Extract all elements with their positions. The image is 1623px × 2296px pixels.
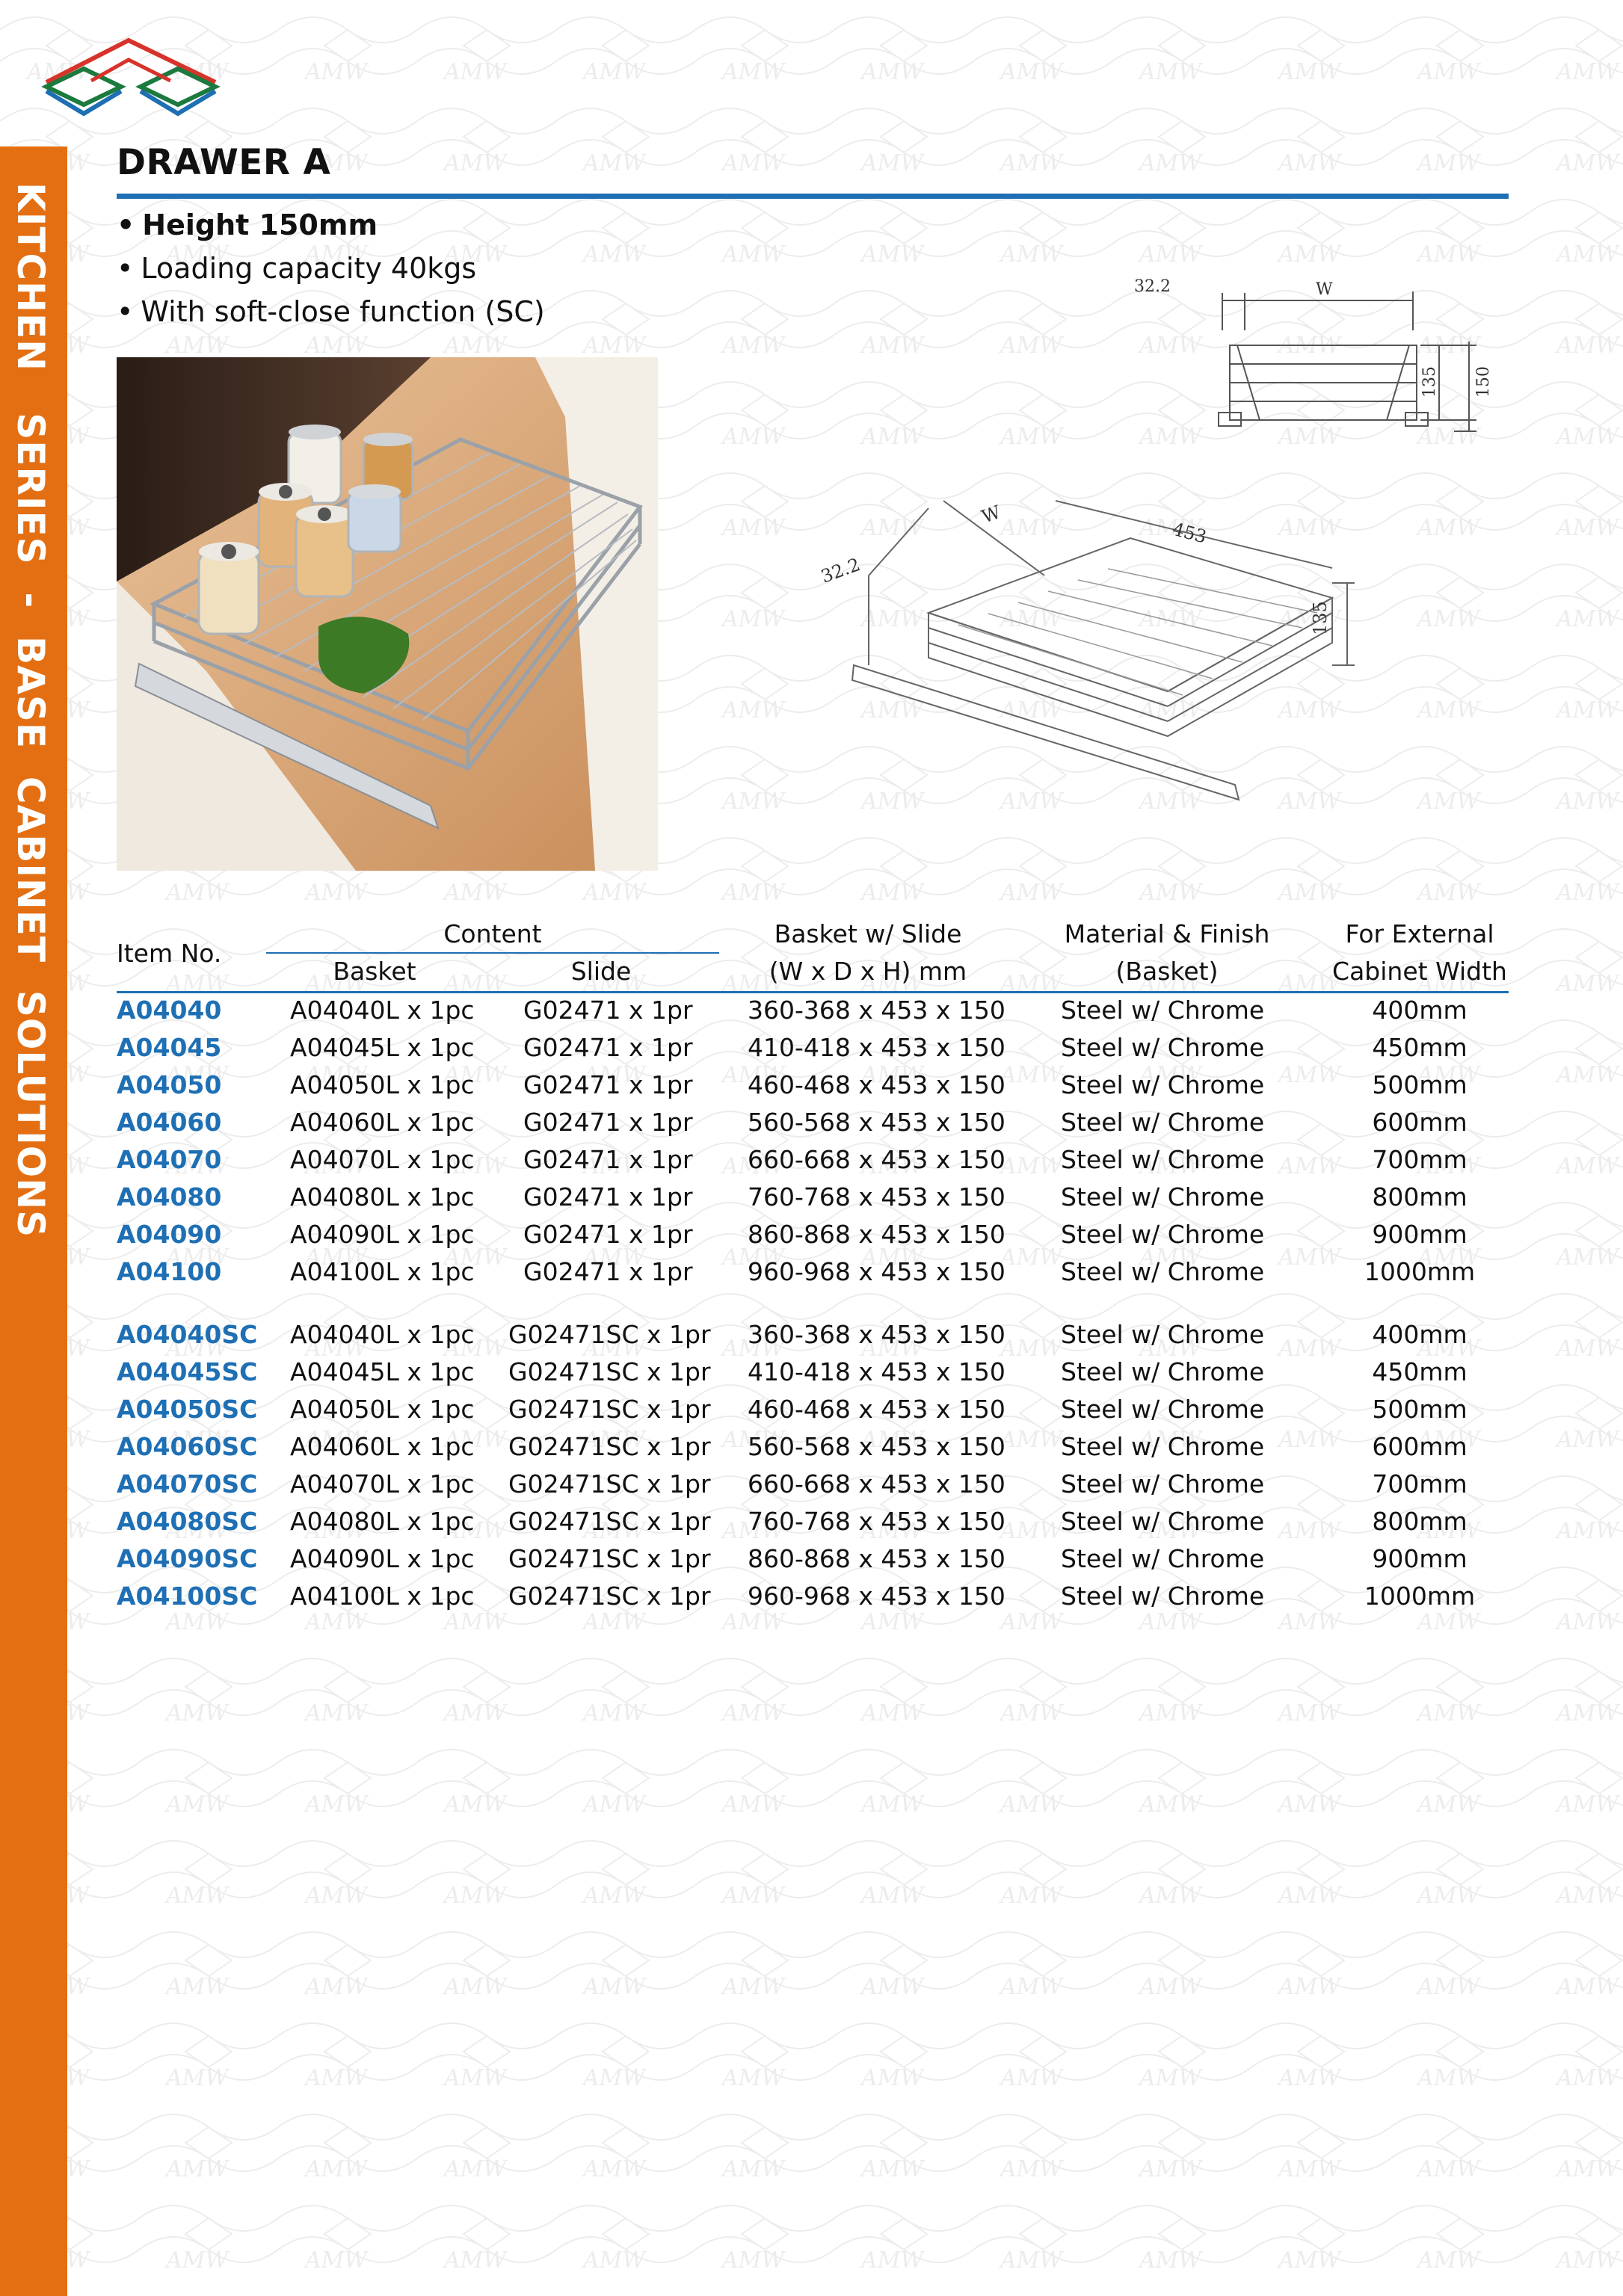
item-number: A04070SC	[117, 1469, 258, 1499]
basket-content: A04080L x 1pc	[290, 1507, 475, 1536]
spec-table	[117, 916, 1509, 1619]
item-number: A04040	[117, 996, 222, 1025]
item-number: A04100SC	[117, 1581, 258, 1611]
header-material-line1: Material & Finish	[1064, 919, 1270, 948]
basket-content: A04100L x 1pc	[290, 1257, 475, 1286]
material: Steel w/ Chrome	[1061, 1108, 1265, 1137]
basket-content: A04045L x 1pc	[290, 1033, 475, 1062]
dimension: 660-668 x 453 x 150	[748, 1469, 1005, 1499]
table-row	[117, 1070, 1509, 1108]
table-row-sc	[117, 1357, 1509, 1395]
title-underline	[117, 194, 1509, 199]
header-slide: Slide	[570, 957, 632, 986]
slide-content: G02471 x 1pr	[523, 1257, 693, 1286]
slide-content: G02471SC x 1pr	[508, 1395, 711, 1424]
table-row	[117, 1033, 1509, 1070]
slide-content: G02471SC x 1pr	[508, 1544, 711, 1573]
dimension: 410-418 x 453 x 150	[748, 1033, 1005, 1062]
material: Steel w/ Chrome	[1061, 1257, 1265, 1286]
material: Steel w/ Chrome	[1061, 1544, 1265, 1573]
item-number: A04080SC	[117, 1507, 258, 1536]
material: Steel w/ Chrome	[1061, 1581, 1265, 1611]
slide-content: G02471 x 1pr	[523, 1070, 693, 1099]
table-row	[117, 1145, 1509, 1182]
item-number: A04090	[117, 1220, 222, 1249]
item-number: A04050SC	[117, 1395, 258, 1424]
slide-content: G02471 x 1pr	[523, 996, 693, 1025]
cabinet-width: 1000mm	[1364, 1257, 1476, 1286]
slide-content: G02471 x 1pr	[523, 1145, 693, 1174]
table-row	[117, 1108, 1509, 1145]
cabinet-width: 700mm	[1372, 1469, 1468, 1499]
cabinet-width: 450mm	[1372, 1033, 1468, 1062]
table-row-sc	[117, 1320, 1509, 1357]
header-width-line1: For External	[1345, 919, 1494, 948]
dimension: 760-768 x 453 x 150	[748, 1182, 1005, 1212]
sidebar-category-label: KITCHEN SERIES - BASE CABINET SOLUTIONS	[9, 182, 52, 1238]
cabinet-width: 400mm	[1372, 1320, 1468, 1349]
dim-inner-height-label: 135	[1420, 366, 1439, 398]
material: Steel w/ Chrome	[1061, 1070, 1265, 1099]
cabinet-width: 500mm	[1372, 1395, 1468, 1424]
basket-content: A04045L x 1pc	[290, 1357, 475, 1386]
feature-capacity: • Loading capacity 40kgs	[117, 247, 545, 290]
material: Steel w/ Chrome	[1061, 1182, 1265, 1212]
dimension: 860-868 x 453 x 150	[748, 1544, 1005, 1573]
iso-dim-height-label: 135	[1310, 601, 1331, 635]
cabinet-width: 700mm	[1372, 1145, 1468, 1174]
basket-content: A04090L x 1pc	[290, 1544, 475, 1573]
cabinet-width: 1000mm	[1364, 1581, 1476, 1611]
iso-dim-width-label: W	[979, 501, 1004, 528]
header-content: Content	[443, 919, 542, 948]
cabinet-width: 600mm	[1372, 1432, 1468, 1461]
basket-content: A04100L x 1pc	[290, 1581, 475, 1611]
table-row-sc	[117, 1432, 1509, 1469]
material: Steel w/ Chrome	[1061, 1469, 1265, 1499]
item-number: A04100	[117, 1257, 222, 1286]
basket-content: A04060L x 1pc	[290, 1108, 475, 1137]
basket-content: A04060L x 1pc	[290, 1432, 475, 1461]
item-number: A04060	[117, 1108, 222, 1137]
dimension: 660-668 x 453 x 150	[748, 1145, 1005, 1174]
slide-content: G02471SC x 1pr	[508, 1357, 711, 1386]
table-row-sc	[117, 1469, 1509, 1507]
dimension: 560-568 x 453 x 150	[748, 1432, 1005, 1461]
brand-logo	[39, 37, 223, 121]
content-header-rule	[266, 952, 719, 954]
cabinet-width: 500mm	[1372, 1070, 1468, 1099]
basket-content: A04070L x 1pc	[290, 1469, 475, 1499]
material: Steel w/ Chrome	[1061, 1507, 1265, 1536]
iso-dim-depth-label: 453	[1170, 518, 1209, 548]
basket-content: A04070L x 1pc	[290, 1145, 475, 1174]
table-row	[117, 1220, 1509, 1257]
header-dimension-line2: (W x D x H) mm	[769, 957, 967, 986]
dimension: 460-468 x 453 x 150	[748, 1395, 1005, 1424]
item-number: A04090SC	[117, 1544, 258, 1573]
material: Steel w/ Chrome	[1061, 1395, 1265, 1424]
table-row-sc	[117, 1507, 1509, 1544]
basket-content: A04040L x 1pc	[290, 996, 475, 1025]
slide-content: G02471SC x 1pr	[508, 1320, 711, 1349]
dimension: 360-368 x 453 x 150	[748, 996, 1005, 1025]
feature-list	[117, 203, 545, 333]
feature-height: • Height 150mm	[117, 203, 545, 247]
header-item-no: Item No.	[117, 939, 222, 968]
basket-content: A04050L x 1pc	[290, 1070, 475, 1099]
slide-content: G02471 x 1pr	[523, 1220, 693, 1249]
basket-content: A04080L x 1pc	[290, 1182, 475, 1212]
slide-content: G02471SC x 1pr	[508, 1469, 711, 1499]
dimension: 960-968 x 453 x 150	[748, 1257, 1005, 1286]
table-header-rule	[117, 991, 1509, 993]
cabinet-width: 900mm	[1372, 1544, 1468, 1573]
cabinet-width: 900mm	[1372, 1220, 1468, 1249]
slide-content: G02471SC x 1pr	[508, 1507, 711, 1536]
material: Steel w/ Chrome	[1061, 1357, 1265, 1386]
basket-content: A04090L x 1pc	[290, 1220, 475, 1249]
basket-content: A04050L x 1pc	[290, 1395, 475, 1424]
header-width-line2: Cabinet Width	[1332, 957, 1507, 986]
item-number: A04045	[117, 1033, 222, 1062]
item-number: A04045SC	[117, 1357, 258, 1386]
slide-content: G02471SC x 1pr	[508, 1432, 711, 1461]
table-row-sc	[117, 1581, 1509, 1619]
table-row-sc	[117, 1395, 1509, 1432]
header-material-line2: (Basket)	[1115, 957, 1219, 986]
dim-height-label: 150	[1474, 366, 1493, 398]
material: Steel w/ Chrome	[1061, 1033, 1265, 1062]
page-title: DRAWER A	[117, 142, 331, 183]
material: Steel w/ Chrome	[1061, 1320, 1265, 1349]
feature-soft-close: • With soft-close function (SC)	[117, 290, 545, 333]
material: Steel w/ Chrome	[1061, 1145, 1265, 1174]
header-dimension-line1: Basket w/ Slide	[774, 919, 962, 948]
technical-drawing-front	[1125, 271, 1514, 446]
cabinet-width: 600mm	[1372, 1108, 1468, 1137]
slide-content: G02471 x 1pr	[523, 1033, 693, 1062]
dimension: 760-768 x 453 x 150	[748, 1507, 1005, 1536]
material: Steel w/ Chrome	[1061, 1432, 1265, 1461]
table-row-sc	[117, 1544, 1509, 1581]
cabinet-width: 400mm	[1372, 996, 1468, 1025]
header-basket: Basket	[333, 957, 416, 986]
table-row	[117, 1182, 1509, 1220]
cabinet-width: 800mm	[1372, 1507, 1468, 1536]
dim-width-label: W	[1316, 280, 1333, 299]
dimension: 410-418 x 453 x 150	[748, 1357, 1005, 1386]
table-row	[117, 1257, 1509, 1294]
dimension: 360-368 x 453 x 150	[748, 1320, 1005, 1349]
technical-drawing-isometric	[816, 478, 1355, 815]
material: Steel w/ Chrome	[1061, 1220, 1265, 1249]
dimension: 860-868 x 453 x 150	[748, 1220, 1005, 1249]
item-number: A04050	[117, 1070, 222, 1099]
slide-content: G02471 x 1pr	[523, 1108, 693, 1137]
product-photo	[117, 357, 658, 871]
cabinet-width: 800mm	[1372, 1182, 1468, 1212]
table-row	[117, 996, 1509, 1033]
item-number: A04080	[117, 1182, 222, 1212]
dimension: 460-468 x 453 x 150	[748, 1070, 1005, 1099]
slide-content: G02471SC x 1pr	[508, 1581, 711, 1611]
iso-dim-offset-label: 32.2	[818, 554, 863, 587]
item-number: A04070	[117, 1145, 222, 1174]
dimension: 960-968 x 453 x 150	[748, 1581, 1005, 1611]
cabinet-width: 450mm	[1372, 1357, 1468, 1386]
material: Steel w/ Chrome	[1061, 996, 1265, 1025]
dimension: 560-568 x 453 x 150	[748, 1108, 1005, 1137]
basket-content: A04040L x 1pc	[290, 1320, 475, 1349]
dim-offset-label: 32.2	[1134, 277, 1171, 296]
item-number: A04060SC	[117, 1432, 258, 1461]
slide-content: G02471 x 1pr	[523, 1182, 693, 1212]
item-number: A04040SC	[117, 1320, 258, 1349]
